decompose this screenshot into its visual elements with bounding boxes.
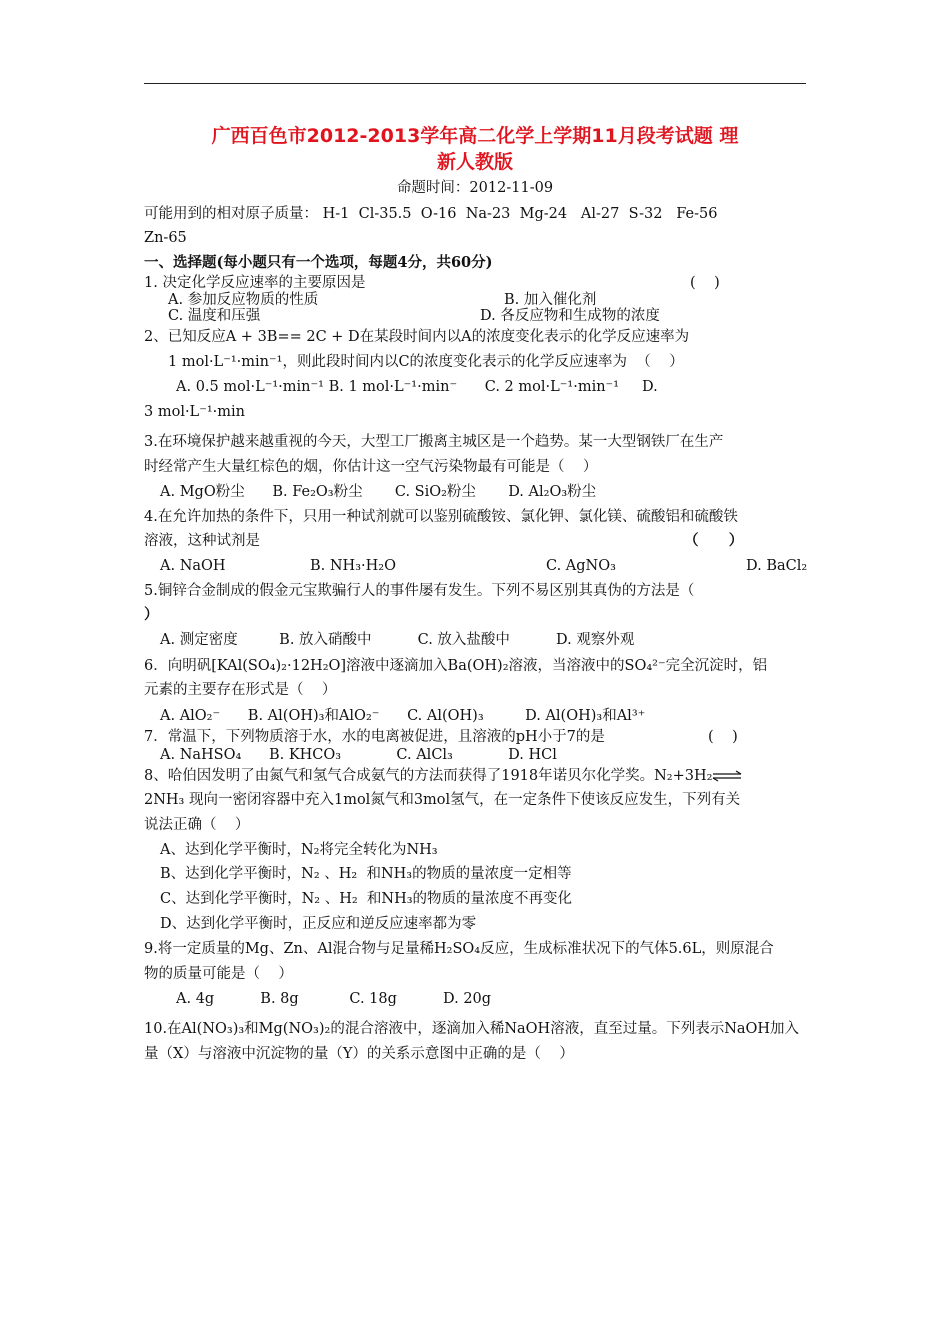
q8-option-c: C、达到化学平衡时，N₂ 、H₂ 和NH₃的物质的量浓度不再变化	[160, 891, 573, 907]
q5-line1: 5.铜锌合金制成的假金元宝欺骗行人的事件屡有发生。下列不易区别其真伪的方法是（	[144, 583, 695, 599]
q9-options: A. 4g B. 8g C. 18g D. 20g	[176, 991, 492, 1007]
q8-line2: 2NH₃ 现向一密闭容器中充入1mol氮气和3mol氢气，在一定条件下使该反应发生，下列有关	[144, 792, 741, 808]
q1-option-a: A. 参加反应物质的性质	[168, 292, 319, 308]
q4-option-b: B. NH₃·H₂O	[310, 558, 396, 574]
document-title-line2: 新人教版	[436, 151, 513, 173]
q1-option-d: D. 各反应物和生成物的浓度	[480, 308, 660, 324]
q3-line2: 时经常产生大量红棕色的烟，你估计这一空气污染物最有可能是（ ）	[144, 459, 598, 475]
header-rule	[144, 83, 806, 84]
q2-line2: 1 mol·L⁻¹·min⁻¹，则此段时间内以C的浓度变化表示的化学反应速率为 （ ）	[168, 354, 684, 370]
q4-option-d: D. BaCl₂	[746, 558, 808, 574]
equilibrium-arrow-icon	[712, 770, 742, 782]
q5-options: A. 测定密度 B. 放入硝酸中 C. 放入盐酸中 D. 观察外观	[160, 632, 635, 648]
document-title: 广西百色市2012-2013学年高二化学上学期11月段考试题 理	[211, 125, 739, 147]
q6-line1: 6．向明矾[KAl(SO₄)₂·12H₂O]溶液中逐滴加入Ba(OH)₂溶液，当溶液中的SO₄²⁻完全沉淀时，铝	[144, 658, 768, 674]
q1-option-c: C. 温度和压强	[168, 308, 261, 324]
q9-line1: 9.将一定质量的Mg、Zn、Al混合物与足量稀H₂SO₄反应，生成标准状况下的气体5.6L，则原混合	[144, 941, 774, 957]
q10-line1: 10.在Al(NO₃)₃和Mg(NO₃)₂的混合溶液中，逐滴加入稀NaOH溶液，直至过量。下列表示NaOH加入	[144, 1021, 800, 1037]
q8-line3: 说法正确（ ）	[144, 817, 250, 833]
section-heading: 一、选择题(每小题只有一个选项，每题4分，共60分)	[144, 254, 493, 271]
q10-line2: 量（X）与溶液中沉淀物的量（Y）的关系示意图中正确的是（ ）	[144, 1046, 574, 1062]
q3-options: A. MgO粉尘 B. Fe₂O₃粉尘 C. SiO₂粉尘 D. Al₂O₃粉尘	[160, 484, 597, 500]
q4-option-a: A. NaOH	[160, 558, 226, 574]
atomic-mass-line: 可能用到的相对原子质量： H-1 Cl-35.5 O-16 Na-23 Mg-24 Al-27 S-32 Fe-56	[144, 206, 718, 222]
q8-option-b: B、达到化学平衡时，N₂ 、H₂ 和NH₃的物质的量浓度一定相等	[160, 866, 572, 882]
q4-line2: 溶液，这种试剂是	[144, 533, 260, 549]
q1-answer-bracket: ( )	[690, 275, 720, 291]
q3-line1: 3.在环境保护越来越重视的今天，大型工厂搬离主城区是一个趋势。某一大型钢铁厂在生产	[144, 434, 724, 450]
q1-option-b: B. 加入催化剂	[504, 292, 597, 308]
q7-options: A. NaHSO₄ B. KHCO₃ C. AlCl₃ D. HCl	[160, 747, 557, 763]
q8-line1-text: 8、哈伯因发明了由氮气和氢气合成氨气的方法而获得了1918年诺贝尔化学奖。N₂+3H₂	[144, 768, 713, 784]
q2-options: A. 0.5 mol·L⁻¹·min⁻¹ B. 1 mol·L⁻¹·min⁻ C. 2 mol·L⁻¹·min⁻¹ D.	[176, 379, 658, 395]
q6-options: A. AlO₂⁻ B. Al(OH)₃和AlO₂⁻ C. Al(OH)₃ D. Al(OH)₃和Al³⁺	[160, 708, 646, 724]
q7-answer-bracket: ( )	[708, 729, 738, 745]
q7-stem: 7．常温下，下列物质溶于水，水的电离被促进，且溶液的pH小于7的是	[144, 729, 605, 745]
q8-line1	[144, 766, 742, 786]
q8-option-a: A、达到化学平衡时，N₂将完全转化为NH₃	[160, 842, 438, 858]
q4-answer-bracket: （ ）	[684, 532, 744, 549]
q2-line1: 2、已知反应A + 3B== 2C + D在某段时间内以A的浓度变化表示的化学反应速率为	[144, 329, 690, 345]
q4-line1: 4.在允许加热的条件下，只用一种试剂就可以鉴别硫酸铵、氯化钾、氯化镁、硫酸铝和硫酸铁	[144, 509, 738, 525]
atomic-mass-line-cont: Zn-65	[144, 230, 187, 246]
q9-line2: 物的质量可能是（ ）	[144, 966, 293, 982]
exam-date: 命题时间：2012-11-09	[396, 180, 554, 196]
q8-option-d: D、达到化学平衡时，正反应和逆反应速率都为零	[160, 916, 477, 932]
q2-options-cont: 3 mol·L⁻¹·min	[144, 404, 245, 420]
q4-option-c: C. AgNO₃	[546, 558, 616, 574]
q1-stem: 1. 决定化学反应速率的主要原因是	[144, 275, 366, 291]
q6-line2: 元素的主要存在形式是（ ）	[144, 682, 337, 698]
q5-line2: ）	[144, 606, 159, 623]
